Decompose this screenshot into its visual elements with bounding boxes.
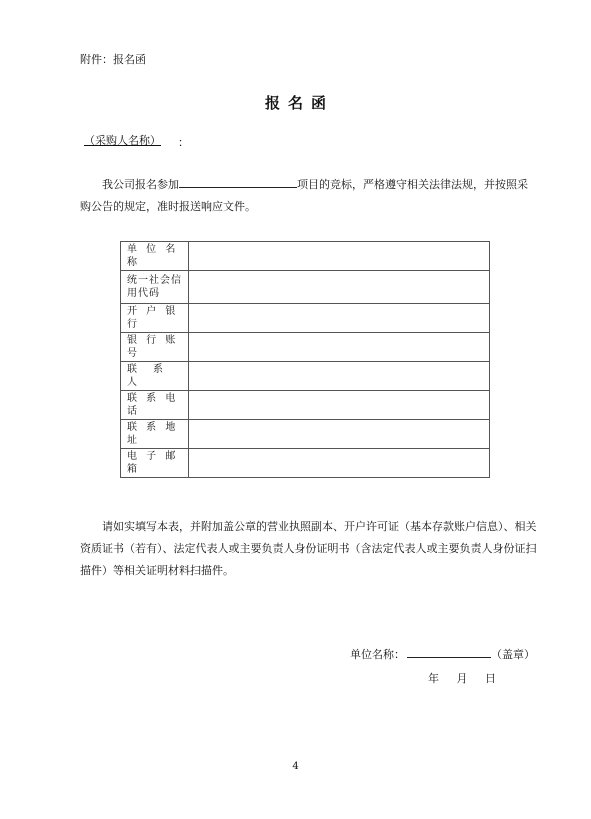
form-row (121, 449, 490, 478)
form-value (189, 420, 490, 449)
form-value (189, 271, 490, 304)
addressee-name: （采购人名称） (84, 134, 161, 147)
form-value (189, 391, 490, 420)
intro-text-before: 我公司报名参加 (102, 178, 179, 191)
form-row (121, 333, 490, 362)
form-row (121, 242, 490, 271)
form-label: 联 系 人 (121, 362, 189, 391)
form-row (121, 271, 490, 304)
form-value (189, 304, 490, 333)
form-value (189, 242, 490, 271)
form-row (121, 391, 490, 420)
form-label: 联 系 地 址 (121, 420, 189, 449)
form-value (189, 333, 490, 362)
form-label: 电 子 邮 箱 (121, 449, 189, 478)
signature-line (350, 646, 535, 662)
form-row (121, 362, 490, 391)
document-title: 报名函 (264, 94, 334, 112)
form-label: 统一社会信用代码 (121, 271, 189, 304)
form-value (189, 362, 490, 391)
form-label: 银 行 账 号 (121, 333, 189, 362)
form-row (121, 304, 490, 333)
intro-text-after: 项目的竞标，严格遵守相关法律法规，并按照采购公告的规定，准时报送响应文件。 (80, 178, 528, 213)
project-name-blank (179, 176, 297, 188)
date-line: 年 月 日 (428, 672, 496, 685)
seal-label: （盖章） (491, 648, 535, 661)
intro-paragraph (80, 174, 528, 218)
form-label: 开 户 银 行 (121, 304, 189, 333)
addressee-colon: ： (178, 136, 189, 149)
page-number: 4 (292, 761, 299, 772)
form-value (189, 449, 490, 478)
form-row (121, 420, 490, 449)
attachment-label: 附件：报名函 (80, 53, 146, 66)
unit-name-blank (407, 646, 491, 658)
form-label: 单 位 名 称 (121, 242, 189, 271)
form-label: 联 系 电 话 (121, 391, 189, 420)
instructions-paragraph: 请如实填写本表，并附加盖公章的营业执照副本、开户许可证（基本存款账户信息）、相关资质证书（若有）、法定代表人或主要负责人身份证明书（含法定代表人或主要负责人身份证扫描件）等相关证明材料扫描件。 (80, 520, 537, 577)
unit-name-label: 单位名称： (350, 648, 405, 661)
registration-form-table (120, 241, 490, 478)
